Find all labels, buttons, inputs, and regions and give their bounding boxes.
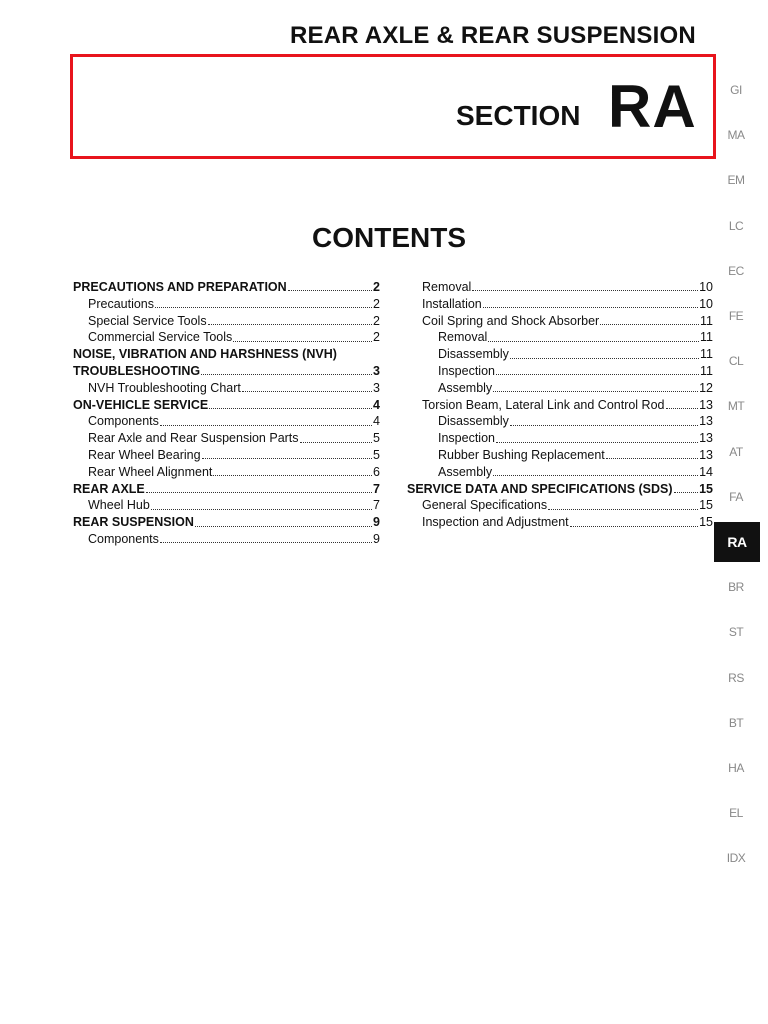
toc-dot-leader	[666, 407, 699, 409]
toc-dot-leader	[483, 306, 698, 308]
toc-entry[interactable]	[407, 514, 713, 531]
toc-entry[interactable]	[73, 430, 380, 447]
section-tab-em[interactable]: EM	[727, 173, 745, 188]
section-tab-ra[interactable]: RA	[714, 522, 760, 562]
toc-entry-label: Inspection	[438, 431, 495, 446]
toc-entry-page: 5	[373, 431, 380, 446]
toc-dot-leader	[242, 390, 372, 392]
toc-entry-page: 2	[373, 280, 380, 294]
section-tab-el[interactable]: EL	[729, 806, 743, 821]
toc-dot-leader	[151, 508, 372, 510]
toc-entry[interactable]	[407, 296, 713, 313]
toc-entry-page: 7	[373, 481, 380, 496]
toc-entry[interactable]	[407, 380, 713, 397]
toc-entry-label: NOISE, VIBRATION AND HARSHNESS (NVH)	[73, 347, 337, 362]
toc-entry-label: Removal	[422, 280, 472, 294]
toc-dot-leader	[472, 289, 698, 291]
toc-entry-label: Rubber Bushing Replacement	[438, 447, 605, 462]
section-tab-cl[interactable]: CL	[728, 354, 744, 369]
section-tab-ha[interactable]: HA	[728, 761, 744, 775]
toc-entry[interactable]	[407, 430, 713, 447]
toc-dot-leader	[510, 357, 699, 359]
toc-entry-label: Coil Spring and Shock Absorber	[422, 313, 600, 328]
section-tab-ma[interactable]: MA	[727, 128, 745, 143]
toc-left-column	[73, 279, 380, 548]
section-tab-gi[interactable]: GI	[730, 83, 742, 97]
toc-dot-leader	[202, 457, 372, 459]
toc-dot-leader	[300, 441, 373, 443]
toc-entry-label: SERVICE DATA AND SPECIFICATIONS (SDS)	[407, 481, 673, 496]
toc-entry[interactable]	[73, 329, 380, 346]
toc-entry[interactable]	[407, 346, 713, 363]
toc-entry[interactable]	[73, 313, 380, 330]
toc-entry-label: TROUBLESHOOTING	[73, 363, 201, 378]
toc-dot-leader	[600, 323, 699, 325]
section-tab-br[interactable]: BR	[728, 580, 744, 595]
toc-dot-leader	[496, 373, 699, 375]
contents-heading: CONTENTS	[312, 222, 466, 253]
toc-entry-page: 6	[373, 464, 380, 479]
toc-dot-leader	[146, 491, 372, 493]
toc-entry-page: 2	[373, 330, 380, 345]
toc-entry-page: 4	[373, 397, 380, 412]
toc-entry-label: Assembly	[438, 380, 493, 395]
section-tab-bt[interactable]: BT	[728, 715, 744, 730]
toc-entry-label: Commercial Service Tools	[88, 330, 233, 345]
toc-entry-label: Rear Wheel Alignment	[88, 464, 213, 479]
toc-dot-leader	[195, 525, 372, 527]
toc-entry-label: Rear Axle and Rear Suspension Parts	[88, 431, 299, 446]
toc-entry-label: REAR SUSPENSION	[73, 515, 194, 530]
toc-entry[interactable]	[407, 329, 713, 346]
toc-right-column	[407, 279, 713, 531]
toc-entry-label: Disassembly	[438, 414, 509, 429]
toc-dot-leader	[233, 340, 372, 342]
toc-entry-label: Inspection	[438, 363, 495, 378]
toc-dot-leader	[510, 424, 698, 426]
toc-entry-page: 7	[373, 498, 380, 513]
toc-entry-label: Inspection and Adjustment	[422, 515, 569, 530]
toc-entry[interactable]	[73, 380, 380, 397]
toc-entry-page: 15	[699, 515, 713, 530]
toc-entry-label: Installation	[422, 296, 482, 311]
toc-entry-page: 4	[373, 414, 380, 429]
toc-entry-page: 9	[373, 531, 380, 546]
toc-entry[interactable]	[407, 481, 713, 498]
toc-entry[interactable]	[407, 447, 713, 464]
toc-entry-page: 10	[699, 280, 713, 294]
section-tab-ec[interactable]: EC	[728, 263, 744, 278]
toc-entry-label: Precautions	[88, 296, 155, 311]
toc-entry-label: ON-VEHICLE SERVICE	[73, 397, 209, 412]
toc-entry-page: 2	[373, 313, 380, 328]
section-tab-mt[interactable]: MT	[727, 399, 745, 414]
toc-entry-page: 15	[699, 481, 713, 496]
section-tab-st[interactable]: ST	[728, 625, 744, 640]
toc-entry[interactable]	[73, 464, 380, 481]
toc-entry[interactable]	[73, 346, 380, 363]
toc-entry-label: Assembly	[438, 464, 493, 479]
toc-entry-label: Disassembly	[438, 347, 509, 362]
toc-entry[interactable]	[73, 279, 380, 296]
toc-entry[interactable]	[73, 397, 380, 414]
toc-entry-page: 13	[699, 414, 713, 429]
toc-entry-label: PRECAUTIONS AND PREPARATION	[73, 280, 287, 294]
toc-entry-page: 3	[373, 380, 380, 395]
page-title: REAR AXLE & REAR SUSPENSION	[290, 22, 696, 49]
toc-entry-page: 11	[700, 330, 713, 345]
toc-dot-leader	[208, 323, 372, 325]
toc-dot-leader	[496, 441, 698, 443]
section-tab-idx[interactable]: IDX	[726, 851, 746, 866]
toc-entry[interactable]	[73, 514, 380, 531]
toc-entry-page: 3	[373, 363, 380, 378]
toc-entry[interactable]	[73, 363, 380, 380]
toc-entry[interactable]	[73, 413, 380, 430]
toc-entry[interactable]	[407, 397, 713, 414]
toc-entry-page: 10	[699, 296, 713, 311]
toc-entry[interactable]	[73, 497, 380, 514]
toc-entry-page: 11	[700, 363, 713, 378]
toc-entry-label: Rear Wheel Bearing	[88, 447, 201, 462]
section-tab-fa[interactable]: FA	[729, 489, 743, 504]
toc-dot-leader	[155, 306, 372, 308]
toc-dot-leader	[674, 491, 699, 493]
toc-dot-leader	[288, 289, 372, 291]
toc-dot-leader	[160, 424, 372, 426]
section-tab-at[interactable]: AT	[729, 444, 743, 459]
toc-entry-label: REAR AXLE	[73, 481, 145, 496]
toc-entry[interactable]	[407, 464, 713, 481]
toc-entry[interactable]	[73, 447, 380, 464]
toc-entry-label: Components	[88, 414, 159, 429]
toc-entry[interactable]	[73, 481, 380, 498]
toc-entry-page: 11	[700, 313, 713, 328]
toc-entry[interactable]	[407, 497, 713, 514]
toc-entry-page: 11	[700, 347, 713, 362]
toc-dot-leader	[488, 340, 699, 342]
toc-dot-leader	[548, 508, 698, 510]
toc-entry[interactable]	[73, 296, 380, 313]
toc-entry[interactable]	[73, 531, 380, 548]
toc-dot-leader	[493, 390, 698, 392]
toc-entry-label: Wheel Hub	[88, 498, 150, 513]
section-code: RA	[608, 73, 697, 140]
toc-dot-leader	[201, 373, 372, 375]
section-tab-fe[interactable]: FE	[728, 309, 744, 323]
toc-entry-page: 13	[699, 431, 713, 446]
toc-entry-page: 14	[699, 464, 713, 479]
toc-entry[interactable]	[407, 313, 713, 330]
toc-entry-page: 13	[699, 447, 713, 462]
toc-entry[interactable]	[407, 413, 713, 430]
toc-entry-label: Components	[88, 531, 159, 546]
section-tab-rs[interactable]: RS	[728, 670, 744, 685]
toc-dot-leader	[213, 474, 372, 476]
toc-dot-leader	[493, 474, 698, 476]
toc-entry-page: 12	[699, 380, 713, 395]
toc-dot-leader	[160, 541, 372, 543]
toc-entry-page: 13	[699, 397, 713, 412]
toc-entry-page: 5	[373, 447, 380, 462]
toc-dot-leader	[570, 525, 698, 527]
toc-dot-leader	[606, 457, 698, 459]
toc-entry-label: General Specifications	[422, 498, 548, 513]
section-label: SECTION	[456, 100, 581, 131]
section-tab-lc[interactable]: LC	[728, 218, 744, 233]
toc-dot-leader	[209, 407, 372, 409]
toc-entry-page: 9	[373, 515, 380, 530]
toc-entry-page: 2	[373, 296, 380, 311]
toc-entry-label: Special Service Tools	[88, 313, 207, 328]
toc-entry-label: Torsion Beam, Lateral Link and Control Rod	[422, 397, 665, 412]
toc-entry-label: Removal	[438, 330, 488, 345]
toc-entry-page: 15	[699, 498, 713, 513]
toc-entry-label: NVH Troubleshooting Chart	[88, 380, 241, 395]
toc-entry[interactable]	[407, 279, 713, 296]
toc-dot-leader	[338, 357, 379, 358]
toc-entry[interactable]	[407, 363, 713, 380]
